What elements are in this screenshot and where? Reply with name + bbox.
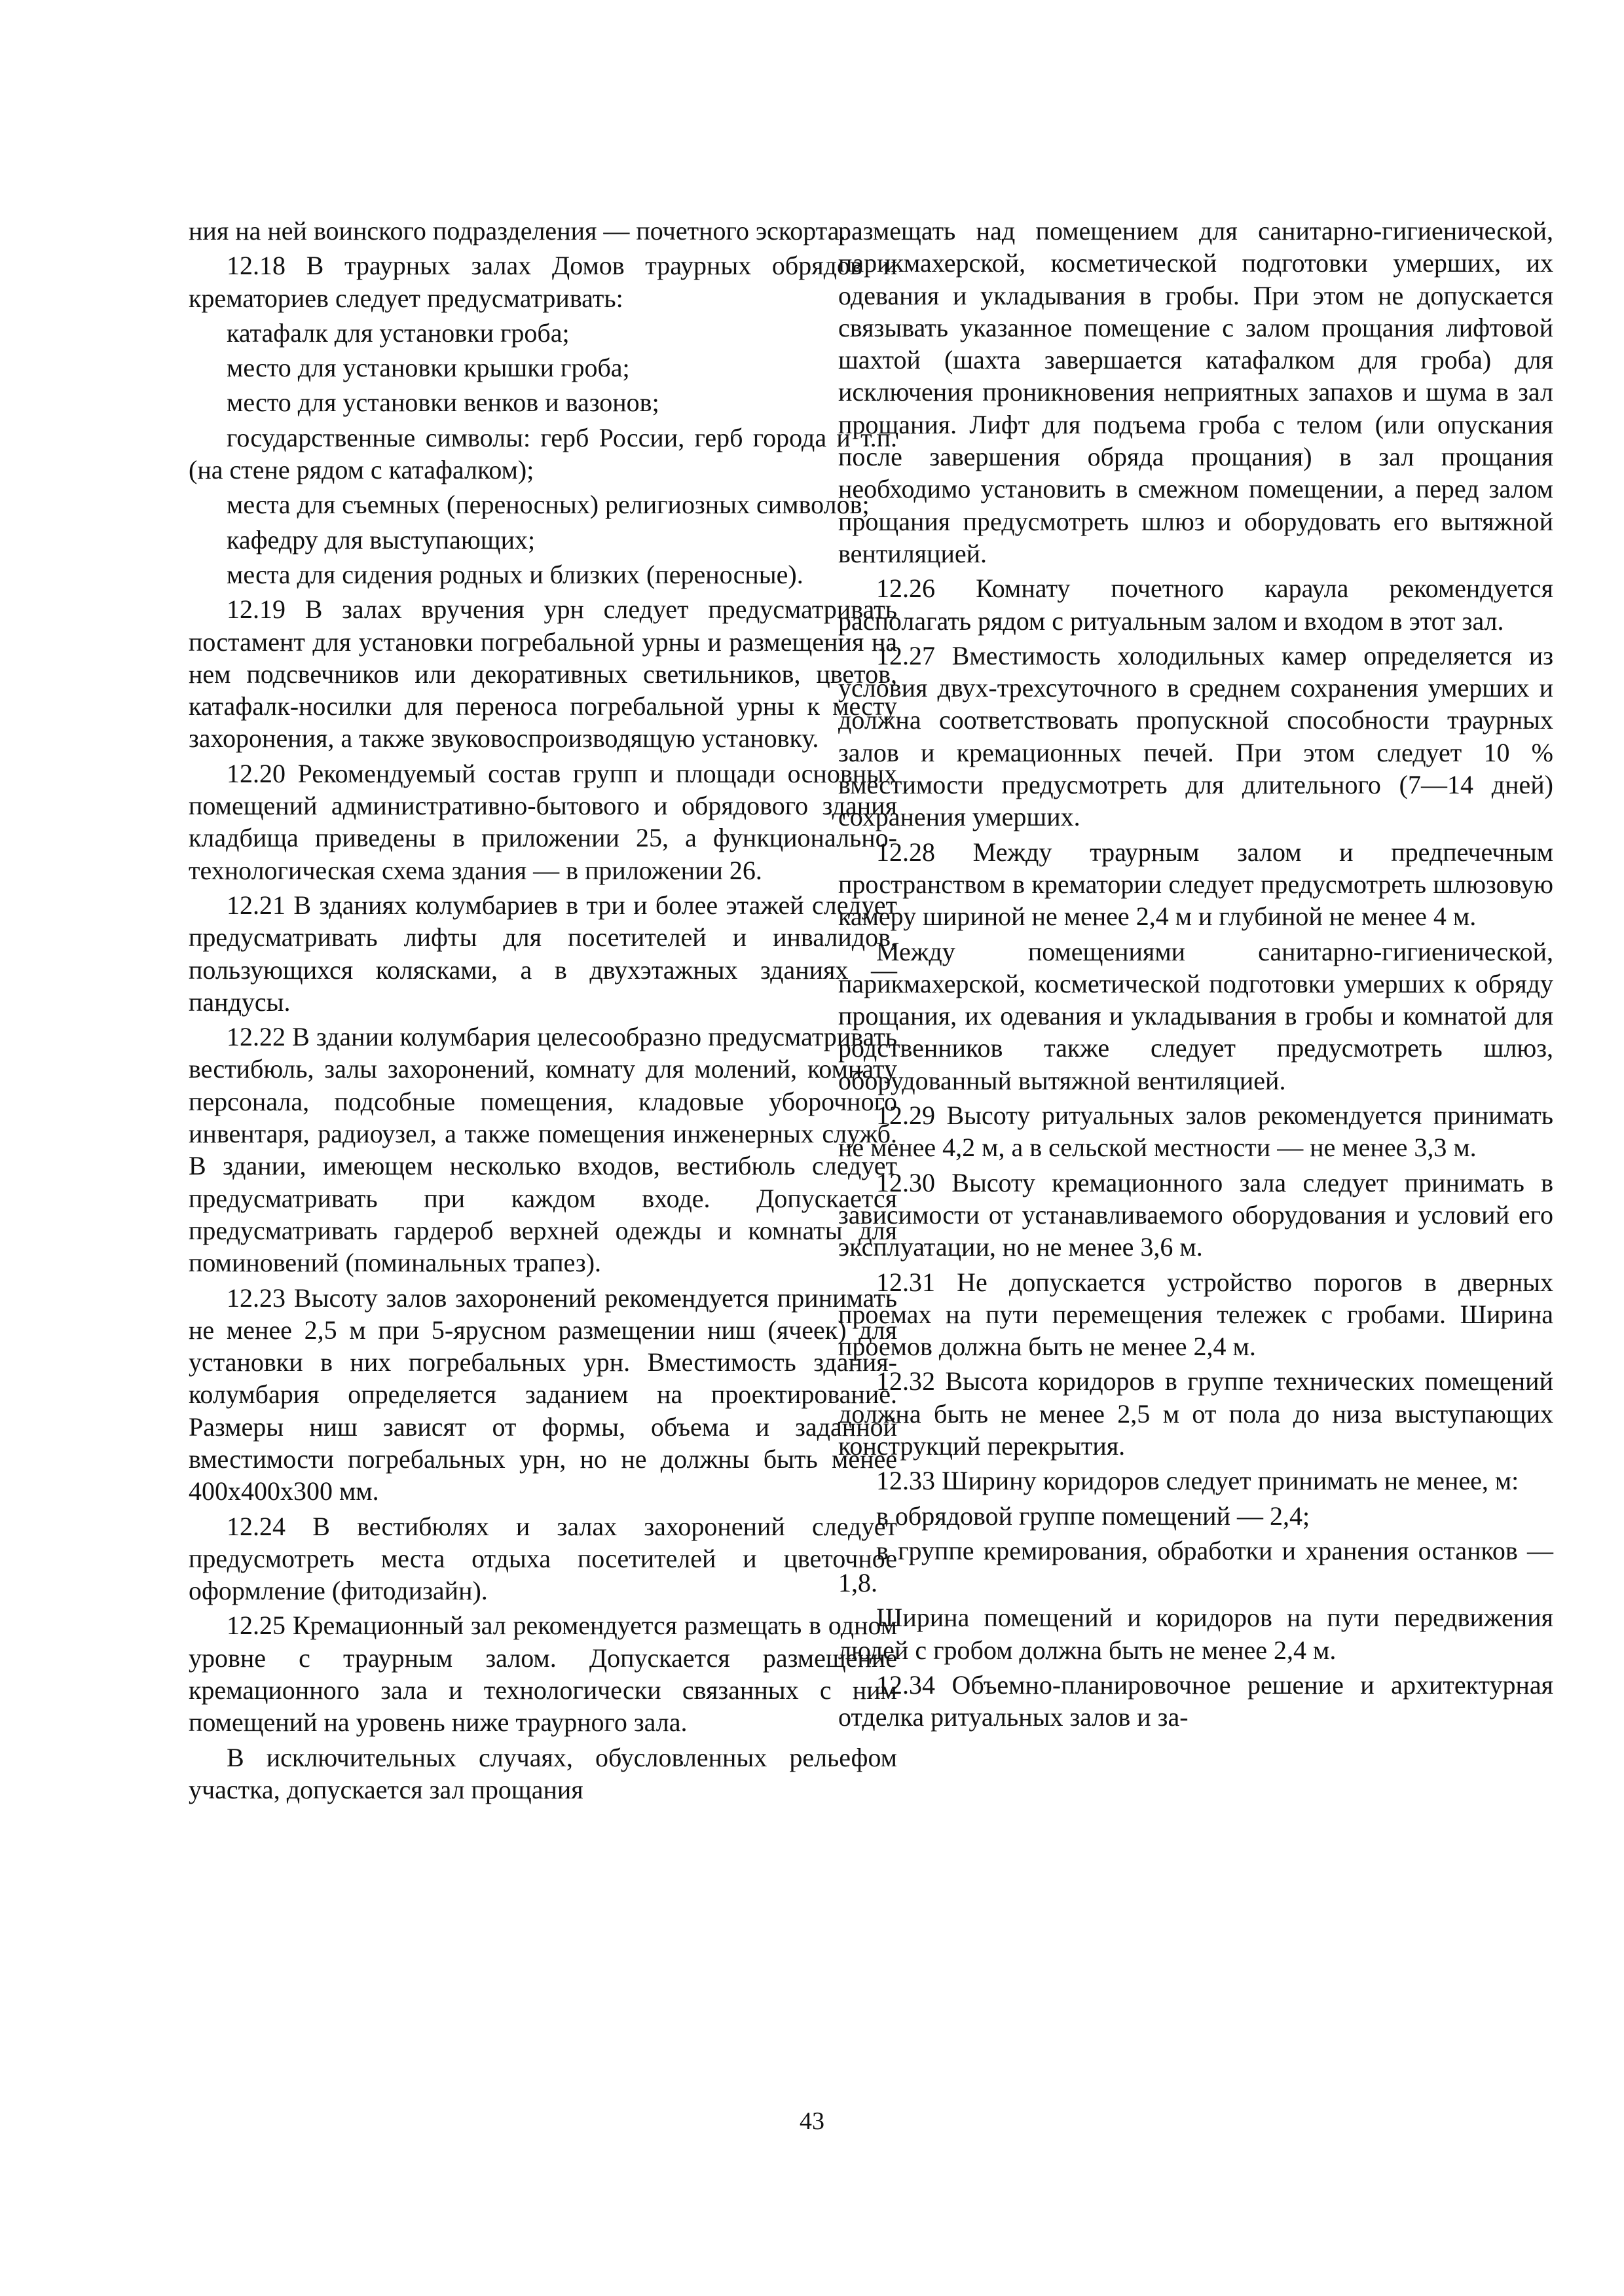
left-column-paragraph: место для установки венков и вазонов; [227,388,659,418]
left-column-paragraph: кафедру для выступающих; [227,524,536,555]
right-column-paragraph: в группе кремирования, обработки и хранения останков — 1,8. [838,1535,1553,1598]
right-column-paragraph: 12.28 Между траурным залом и предпечечным пространством в крематории следует предусмотреть шлюзовую камеру шириной не менее 2,4 м и глубиной не менее 4 м. [838,837,1553,932]
left-column-paragraph: 12.20 Рекомендуемый состав групп и площади основных помещений административно-бытового и обрядового здания кладбища приведены в приложении 25, а функционально-технологическая схема здания — в приложении 26. [189,758,897,885]
right-column-paragraph: 12.29 Высоту ритуальных залов рекомендуется принимать не менее 4,2 м, а в сельской местности — не менее 3,3 м. [838,1101,1553,1163]
left-column-paragraph: 12.23 Высоту залов захоронений рекомендуется принимать не менее 2,5 м при 5-ярусном размещении ниш (ячеек) для установки в них погребальных урн. Вместимость здания-колумбария определяется заданием на проектирование. Размеры ниш зависят от формы, объема и заданной вместимости погребальных урн, но не должны быть менее 400х400х300 мм. [189,1283,897,1506]
left-column-paragraph: 12.21 В зданиях колумбариев в три и более этажей следует предусматривать лифты для посетителей и инвалидов, пользующихся колясками, а в двухэтажных зданиях — пандусы. [189,890,897,1017]
right-column-paragraph: Между помещениями санитарно-гигиенической, парикмахерской, косметической подготовки умерших к обряду прощания, их одевания и укладывания в гробы и комнатой для родственников также следует предусмотреть шлюз, оборудованный вытяжной вентиляцией. [838,936,1553,1095]
left-column-paragraph: государственные символы: герб России, герб города и т.п. (на стене рядом с катафалком); [189,422,897,485]
left-column-paragraph: 12.25 Кремационный зал рекомендуется размещать в одном уровне с траурным залом. Допускается размещение кремационного зала и технологически связанных с ним помещений на уровень ниже траурного зала. [189,1611,897,1738]
right-column-paragraph: 12.33 Ширину коридоров следует принимать не менее, м: [876,1466,1519,1496]
right-text-column [838,215,1553,1736]
left-column-paragraph: места для сидения родных и близких (переносные). [227,559,803,589]
right-column-paragraph: 12.31 Не допускается устройство порогов в дверных проемах на пути перемещения тележек с гробами. Ширина проемов должна быть не менее 2,4 м. [838,1267,1553,1362]
right-column-paragraph: 12.27 Вместимость холодильных камер определяется из условия двух-трехсуточного в среднем сохранения умерших и должна соответствовать пропускной способности траурных залов и кремационных печей. При этом следует 10 % вместимости предусмотреть для длительного (7—14 дней) сохранения умерших. [838,640,1553,832]
right-column-paragraph: 12.30 Высоту кремационного зала следует принимать в зависимости от устанавливаемого оборудования и условий его эксплуатации, но не менее 3,6 м. [838,1167,1553,1262]
left-column-paragraph: 12.18 В траурных залах Домов траурных обрядов и крематориев следует предусматривать: [189,251,897,313]
left-column-paragraph: 12.19 В залах вручения урн следует предусматривать постамент для установки погребальной урны и размещения на нем подсвечников или декоративных светильников, цветов, катафалк-носилки для переноса погребальной урны к месту захоронения, а также звуковоспроизводящую установку. [189,594,897,754]
right-column-paragraph: 12.34 Объемно-планировочное решение и архитектурная отделка ритуальных залов и за- [838,1670,1553,1732]
right-column-paragraph: 12.26 Комнату почетного караула рекомендуется располагать рядом с ритуальным залом и входом в этот зал. [838,574,1553,636]
left-column-paragraph: катафалк для установки гроба; [227,318,570,348]
left-text-column [189,215,897,1808]
left-column-paragraph: В исключительных случаях, обусловленных рельефом участка, допускается зал прощания [189,1742,897,1804]
right-column-paragraph: размещать над помещением для санитарно-гигиенической, парикмахерской, косметической подготовки умерших, их одевания и укладывания в гробы. При этом не допускается связывать указанное помещение с залом прощания лифтовой шахтой (шахта завершается катафалком для гроба) для исключения проникновения неприятных запахов и шума в зал прощания. Лифт для подъема гроба с телом (или опускания после завершения обряда прощания) в зал прощания необходимо установить в смежном помещении, а перед залом прощания предусмотреть шлюз и оборудовать его вытяжной вентиляцией. [838,216,1553,568]
page-number: 43 [800,2107,824,2135]
right-column-paragraph: в обрядовой группе помещений — 2,4; [876,1501,1310,1531]
left-column-paragraph: место для установки крышки гроба; [227,353,630,383]
right-column-paragraph: Ширина помещений и коридоров на пути передвижения людей с гробом должна быть не менее 2,4 м. [838,1603,1553,1665]
left-column-paragraph: 12.24 В вестибюлях и залах захоронений следует предусмотреть места отдыха посетителей и цветочное оформление (фитодизайн). [189,1511,897,1606]
right-column-paragraph: 12.32 Высота коридоров в группе технических помещений должна быть не менее 2,5 м от пола до низа выступающих конструкций перекрытия. [838,1366,1553,1461]
left-column-paragraph: 12.22 В здании колумбария целесообразно предусматривать вестибюль, залы захоронений, комнату для молений, комнату персонала, подсобные помещения, кладовые уборочного инвентаря, радиоузел, а также помещения инженерных служб. В здании, имеющем несколько входов, вестибюль следует предусматривать при каждом входе. Допускается предусматривать гардероб верхней одежды и комнаты для поминовений (поминальных трапез). [189,1022,897,1278]
left-column-paragraph: ния на ней воинского подразделения — почетного эскорта. [189,216,846,246]
left-column-paragraph: места для съемных (переносных) религиозных символов; [227,490,870,520]
